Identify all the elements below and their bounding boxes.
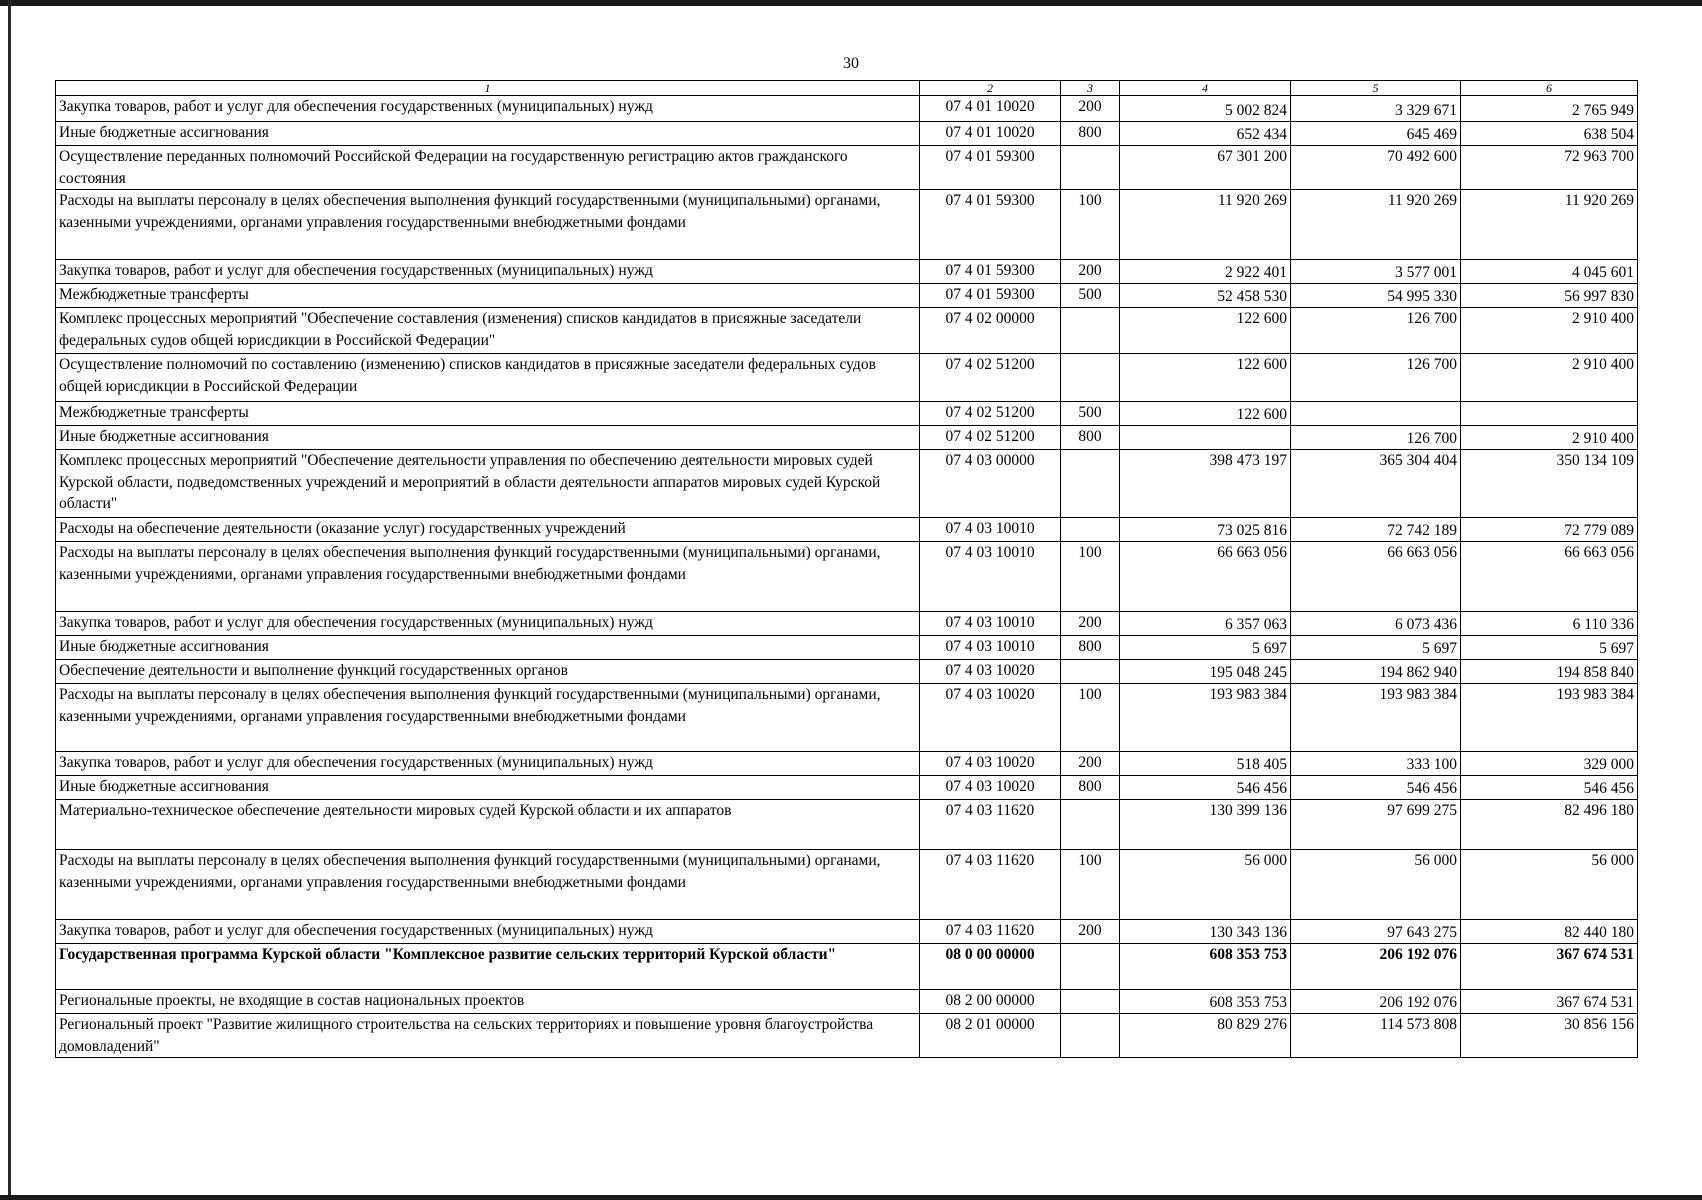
page-number: 30	[843, 55, 859, 72]
row-value-col6: 2 910 400	[1461, 308, 1638, 354]
row-value-col5: 206 192 076	[1291, 944, 1461, 990]
row-code: 07 4 03 10020	[920, 776, 1061, 800]
row-value-col4: 518 405	[1120, 752, 1291, 776]
row-code: 07 4 03 10010	[920, 542, 1061, 612]
row-name: Комплекс процессных мероприятий "Обеспечение деятельности управления по обеспечению деятельности мировых судей Курской области, подведомственных учреждений и мероприятий в области деятельности аппаратов мировых судей Курской области"	[56, 450, 920, 518]
row-value-col5	[1291, 402, 1461, 426]
row-name: Иные бюджетные ассигнования	[56, 636, 920, 660]
row-value-col5: 193 983 384	[1291, 684, 1461, 752]
row-value-col5: 56 000	[1291, 850, 1461, 920]
row-code: 08 2 01 00000	[920, 1014, 1061, 1058]
row-value-col4: 11 920 269	[1120, 190, 1291, 260]
row-name: Закупка товаров, работ и услуг для обеспечения государственных (муниципальных) нужд	[56, 612, 920, 636]
row-value-col6: 194 858 840	[1461, 660, 1638, 684]
table-row	[56, 636, 1638, 660]
row-value-col6: 11 920 269	[1461, 190, 1638, 260]
table-row	[56, 660, 1638, 684]
header-col-3: 3	[1061, 81, 1120, 96]
row-value-col4: 398 473 197	[1120, 450, 1291, 518]
row-code: 07 4 01 59300	[920, 284, 1061, 308]
row-expense-type: 100	[1061, 850, 1120, 920]
row-name: Закупка товаров, работ и услуг для обеспечения государственных (муниципальных) нужд	[56, 260, 920, 284]
row-value-col6: 82 440 180	[1461, 920, 1638, 944]
row-value-col6: 367 674 531	[1461, 990, 1638, 1014]
row-expense-type	[1061, 518, 1120, 542]
row-name: Региональные проекты, не входящие в состав национальных проектов	[56, 990, 920, 1014]
row-value-col4	[1120, 426, 1291, 450]
row-value-col6: 329 000	[1461, 752, 1638, 776]
header-col-5: 5	[1291, 81, 1461, 96]
table-row	[56, 146, 1638, 190]
row-name: Иные бюджетные ассигнования	[56, 776, 920, 800]
row-value-col4: 130 343 136	[1120, 920, 1291, 944]
table-row	[56, 190, 1638, 260]
row-value-col6: 72 779 089	[1461, 518, 1638, 542]
row-value-col5: 66 663 056	[1291, 542, 1461, 612]
row-value-col4: 80 829 276	[1120, 1014, 1291, 1058]
row-value-col4: 2 922 401	[1120, 260, 1291, 284]
row-code: 07 4 03 00000	[920, 450, 1061, 518]
row-code: 07 4 01 10020	[920, 96, 1061, 122]
row-name: Закупка товаров, работ и услуг для обеспечения государственных (муниципальных) нужд	[56, 752, 920, 776]
row-value-col6: 82 496 180	[1461, 800, 1638, 850]
row-value-col4: 5 697	[1120, 636, 1291, 660]
table-row	[56, 752, 1638, 776]
table-row	[56, 542, 1638, 612]
row-code: 07 4 01 59300	[920, 260, 1061, 284]
row-value-col5: 11 920 269	[1291, 190, 1461, 260]
table-row	[56, 850, 1638, 920]
table-body	[56, 96, 1638, 1058]
row-value-col6: 4 045 601	[1461, 260, 1638, 284]
row-value-col5: 97 699 275	[1291, 800, 1461, 850]
table-row	[56, 260, 1638, 284]
scan-border-top	[0, 0, 1702, 6]
row-name: Закупка товаров, работ и услуг для обеспечения государственных (муниципальных) нужд	[56, 96, 920, 122]
row-value-col4: 67 301 200	[1120, 146, 1291, 190]
row-expense-type: 100	[1061, 542, 1120, 612]
budget-table-sheet	[55, 80, 1637, 1058]
row-name: Обеспечение деятельности и выполнение функций государственных органов	[56, 660, 920, 684]
scan-border-bottom	[0, 1195, 1702, 1200]
row-name: Межбюджетные трансферты	[56, 402, 920, 426]
row-value-col5: 70 492 600	[1291, 146, 1461, 190]
row-code: 07 4 01 10020	[920, 122, 1061, 146]
row-value-col4: 122 600	[1120, 308, 1291, 354]
row-code: 07 4 03 11620	[920, 800, 1061, 850]
table-row	[56, 96, 1638, 122]
row-code: 07 4 02 51200	[920, 426, 1061, 450]
row-name: Региональный проект "Развитие жилищного строительства на сельских территориях и повышение уровня благоустройства домовладений"	[56, 1014, 920, 1058]
row-expense-type: 200	[1061, 920, 1120, 944]
row-value-col6: 72 963 700	[1461, 146, 1638, 190]
row-value-col5: 54 995 330	[1291, 284, 1461, 308]
table-row	[56, 402, 1638, 426]
row-expense-type	[1061, 308, 1120, 354]
row-expense-type	[1061, 944, 1120, 990]
row-value-col4: 608 353 753	[1120, 944, 1291, 990]
table-row	[56, 990, 1638, 1014]
table-row	[56, 776, 1638, 800]
row-expense-type: 200	[1061, 752, 1120, 776]
row-value-col5: 126 700	[1291, 308, 1461, 354]
row-value-col4: 546 456	[1120, 776, 1291, 800]
row-code: 07 4 02 51200	[920, 402, 1061, 426]
row-value-col5: 97 643 275	[1291, 920, 1461, 944]
row-expense-type: 100	[1061, 190, 1120, 260]
row-name: Межбюджетные трансферты	[56, 284, 920, 308]
row-value-col4: 73 025 816	[1120, 518, 1291, 542]
budget-table	[55, 80, 1638, 1058]
row-code: 07 4 03 10020	[920, 684, 1061, 752]
row-value-col6: 56 000	[1461, 850, 1638, 920]
row-value-col6: 66 663 056	[1461, 542, 1638, 612]
row-value-col4: 193 983 384	[1120, 684, 1291, 752]
row-expense-type	[1061, 146, 1120, 190]
header-col-6: 6	[1461, 81, 1638, 96]
row-code: 07 4 03 10020	[920, 752, 1061, 776]
row-value-col6: 2 910 400	[1461, 354, 1638, 402]
row-expense-type	[1061, 800, 1120, 850]
scan-border-left	[8, 0, 11, 1200]
row-value-col5: 126 700	[1291, 354, 1461, 402]
row-code: 07 4 02 00000	[920, 308, 1061, 354]
table-row	[56, 284, 1638, 308]
row-value-col4: 56 000	[1120, 850, 1291, 920]
row-value-col6: 30 856 156	[1461, 1014, 1638, 1058]
row-value-col5: 546 456	[1291, 776, 1461, 800]
table-row	[56, 612, 1638, 636]
row-value-col5: 5 697	[1291, 636, 1461, 660]
row-expense-type: 500	[1061, 284, 1120, 308]
row-value-col5: 206 192 076	[1291, 990, 1461, 1014]
row-name: Закупка товаров, работ и услуг для обеспечения государственных (муниципальных) нужд	[56, 920, 920, 944]
row-value-col4: 52 458 530	[1120, 284, 1291, 308]
row-value-col6: 2 765 949	[1461, 96, 1638, 122]
row-expense-type: 800	[1061, 636, 1120, 660]
row-value-col4: 130 399 136	[1120, 800, 1291, 850]
row-value-col6: 638 504	[1461, 122, 1638, 146]
table-row	[56, 450, 1638, 518]
row-expense-type: 500	[1061, 402, 1120, 426]
row-value-col4: 652 434	[1120, 122, 1291, 146]
row-value-col6	[1461, 402, 1638, 426]
row-value-col5: 126 700	[1291, 426, 1461, 450]
row-name: Расходы на выплаты персоналу в целях обеспечения выполнения функций государственными (муниципальными) органами, казенными учреждениями, органами управления государственными внебюджетными фондами	[56, 190, 920, 260]
row-name: Расходы на обеспечение деятельности (оказание услуг) государственных учреждений	[56, 518, 920, 542]
row-name: Расходы на выплаты персоналу в целях обеспечения выполнения функций государственными (муниципальными) органами, казенными учреждениями, органами управления государственными внебюджетными фондами	[56, 850, 920, 920]
row-value-col5: 3 577 001	[1291, 260, 1461, 284]
row-value-col4: 66 663 056	[1120, 542, 1291, 612]
row-value-col4: 608 353 753	[1120, 990, 1291, 1014]
row-code: 07 4 03 10010	[920, 518, 1061, 542]
row-expense-type	[1061, 660, 1120, 684]
row-value-col5: 645 469	[1291, 122, 1461, 146]
row-code: 07 4 03 10010	[920, 612, 1061, 636]
row-expense-type	[1061, 450, 1120, 518]
header-col-1: 1	[56, 81, 920, 96]
table-row	[56, 920, 1638, 944]
row-expense-type: 800	[1061, 776, 1120, 800]
row-name: Осуществление переданных полномочий Российской Федерации на государственную регистрацию актов гражданского состояния	[56, 146, 920, 190]
row-value-col6: 546 456	[1461, 776, 1638, 800]
row-code: 07 4 01 59300	[920, 190, 1061, 260]
row-value-col4: 6 357 063	[1120, 612, 1291, 636]
table-row	[56, 684, 1638, 752]
row-value-col5: 6 073 436	[1291, 612, 1461, 636]
row-value-col6: 56 997 830	[1461, 284, 1638, 308]
row-value-col5: 365 304 404	[1291, 450, 1461, 518]
row-expense-type: 800	[1061, 426, 1120, 450]
row-name: Комплекс процессных мероприятий "Обеспечение составления (изменения) списков кандидатов в присяжные заседатели федеральных судов общей юрисдикции в Российской Федерации"	[56, 308, 920, 354]
row-code: 07 4 03 11620	[920, 850, 1061, 920]
table-row	[56, 1014, 1638, 1058]
row-value-col6: 193 983 384	[1461, 684, 1638, 752]
table-row	[56, 426, 1638, 450]
table-header-row	[56, 81, 1638, 96]
row-expense-type	[1061, 354, 1120, 402]
table-row	[56, 944, 1638, 990]
row-value-col5: 72 742 189	[1291, 518, 1461, 542]
row-code: 08 0 00 00000	[920, 944, 1061, 990]
row-code: 08 2 00 00000	[920, 990, 1061, 1014]
table-row	[56, 308, 1638, 354]
row-name: Иные бюджетные ассигнования	[56, 122, 920, 146]
row-expense-type: 200	[1061, 260, 1120, 284]
table-row	[56, 354, 1638, 402]
row-value-col5: 3 329 671	[1291, 96, 1461, 122]
header-col-2: 2	[920, 81, 1061, 96]
table-row	[56, 122, 1638, 146]
header-col-4: 4	[1120, 81, 1291, 96]
row-value-col6: 5 697	[1461, 636, 1638, 660]
table-row	[56, 518, 1638, 542]
row-value-col5: 333 100	[1291, 752, 1461, 776]
row-code: 07 4 03 10020	[920, 660, 1061, 684]
row-expense-type: 200	[1061, 612, 1120, 636]
row-name: Государственная программа Курской области "Комплексное развитие сельских территорий Курской области"	[56, 944, 920, 990]
row-name: Осуществление полномочий по составлению (изменению) списков кандидатов в присяжные заседатели федеральных судов общей юрисдикции в Российской Федерации	[56, 354, 920, 402]
row-value-col5: 194 862 940	[1291, 660, 1461, 684]
row-name: Иные бюджетные ассигнования	[56, 426, 920, 450]
row-value-col4: 122 600	[1120, 354, 1291, 402]
row-expense-type	[1061, 990, 1120, 1014]
row-value-col6: 2 910 400	[1461, 426, 1638, 450]
row-value-col6: 350 134 109	[1461, 450, 1638, 518]
row-value-col6: 6 110 336	[1461, 612, 1638, 636]
row-expense-type: 200	[1061, 96, 1120, 122]
row-expense-type: 800	[1061, 122, 1120, 146]
row-value-col5: 114 573 808	[1291, 1014, 1461, 1058]
row-name: Материально-техническое обеспечение деятельности мировых судей Курской области и их аппаратов	[56, 800, 920, 850]
row-code: 07 4 03 10010	[920, 636, 1061, 660]
row-expense-type: 100	[1061, 684, 1120, 752]
row-expense-type	[1061, 1014, 1120, 1058]
row-value-col4: 5 002 824	[1120, 96, 1291, 122]
table-row	[56, 800, 1638, 850]
row-code: 07 4 03 11620	[920, 920, 1061, 944]
row-name: Расходы на выплаты персоналу в целях обеспечения выполнения функций государственными (муниципальными) органами, казенными учреждениями, органами управления государственными внебюджетными фондами	[56, 684, 920, 752]
row-value-col4: 122 600	[1120, 402, 1291, 426]
row-value-col6: 367 674 531	[1461, 944, 1638, 990]
row-name: Расходы на выплаты персоналу в целях обеспечения выполнения функций государственными (муниципальными) органами, казенными учреждениями, органами управления государственными внебюджетными фондами	[56, 542, 920, 612]
row-value-col4: 195 048 245	[1120, 660, 1291, 684]
row-code: 07 4 01 59300	[920, 146, 1061, 190]
row-code: 07 4 02 51200	[920, 354, 1061, 402]
